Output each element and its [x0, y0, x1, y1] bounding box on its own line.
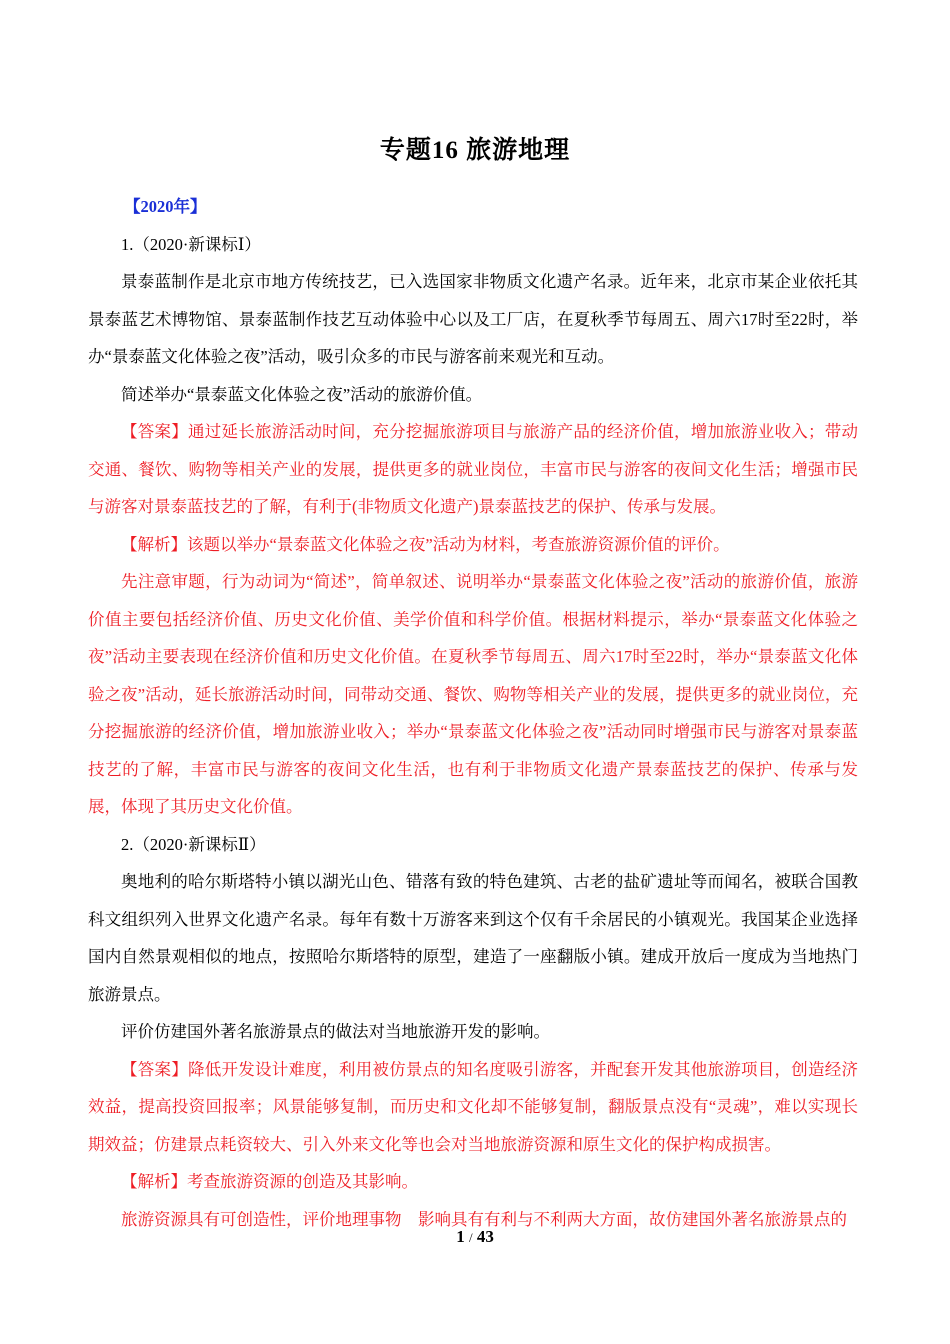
current-page: 1 [456, 1227, 465, 1246]
analysis-intro: 该题以举办“景泰蓝文化体验之夜”活动为材料，考查旅游资源价值的评价。 [187, 534, 730, 554]
question-2-analysis [88, 1163, 858, 1201]
question-2-header: 2.（2020·新课标Ⅱ） [121, 834, 266, 854]
question-2-answer [88, 1051, 858, 1164]
answer-text: 降低开发设计难度，利用被仿景点的知名度吸引游客，并配套开发其他旅游项目，创造经济效益，提高投资回报率；风景能够复制，而历史和文化却不能够复制，翻版景点没有“灵魂”，难以实现长期效益；仿建景点耗资较大、引入外来文化等也会对当地旅游资源和原生文化的保护构成损害。 [88, 1059, 859, 1154]
question-1-prompt: 简述举办“景泰蓝文化体验之夜”活动的旅游价值。 [121, 384, 483, 404]
question-2-analysis-body: 旅游资源具有可创造性，评价地理事物 影响具有有利与不利两大方面，故仿建国外著名旅游景点的 [121, 1209, 847, 1229]
year-heading: 【2020年】 [124, 197, 207, 216]
page-title: 专题16 旅游地理 [379, 137, 571, 164]
page-number [0, 1227, 950, 1247]
question-1-header: 1.（2020·新课标Ⅰ） [121, 234, 261, 254]
answer-label: 【答案】 [121, 1059, 189, 1079]
analysis-label: 【解析】 [121, 534, 187, 554]
analysis-intro: 考查旅游资源的创造及其影响。 [187, 1172, 418, 1191]
question-2-prompt: 评价仿建国外著名旅游景点的做法对当地旅游开发的影响。 [121, 1022, 550, 1041]
answer-label: 【答案】 [121, 422, 189, 441]
question-1-answer [88, 413, 858, 526]
answer-text: 通过延长旅游活动时间，充分挖掘旅游项目与旅游产品的经济价值，增加旅游业收入；带动交通、餐饮、购物等相关产业的发展，提供更多的就业岗位，丰富市民与游客的夜间文化生活；增强市民与游客对景泰蓝技艺的了解，有利于(非物质文化遗产)景泰蓝技艺的保护、传承与发展。 [88, 422, 859, 516]
question-2-material: 奥地利的哈尔斯塔特小镇以湖光山色、错落有致的特色建筑、古老的盐矿遗址等而闻名，被联合国教科文组织列入世界文化遗产名录。每年有数十万游客来到这个仅有千余居民的小镇观光。我国某企业选择国内自然景观相似的地点，按照哈尔斯塔特的原型，建造了一座翻版小镇。建成开放后一度成为当地热门旅游景点。 [88, 872, 858, 1004]
analysis-label: 【解析】 [121, 1172, 187, 1191]
document-body [88, 188, 858, 1238]
question-1-analysis-body: 先注意审题，行为动词为“简述”，简单叙述、说明举办“景泰蓝文化体验之夜”活动的旅游价值，旅游价值主要包括经济价值、历史文化价值、美学价值和科学价值。根据材料提示，举办“景泰蓝文化体验之夜”活动主要表现在经济价值和历史文化价值。在夏秋季节每周五、周六17时至22时，举办“景泰蓝文化体验之夜”活动，延长旅游活动时间，同带动交通、餐饮、购物等相关产业的发展，提供更多的就业岗位，充分挖掘旅游的经济价值，增加旅游业收入；举办“景泰蓝文化体验之夜”活动同时增强市民与游客对景泰蓝技艺的了解，丰富市民与游客的夜间文化生活，也有利于非物质文化遗产景泰蓝技艺的保护、传承与发展，体现了其历史文化价值。 [88, 572, 858, 816]
total-pages: 43 [476, 1227, 494, 1246]
page-separator: / [468, 1230, 473, 1245]
question-1-analysis [88, 526, 858, 564]
question-1-material: 景泰蓝制作是北京市地方传统技艺，已入选国家非物质文化遗产名录。近年来，北京市某企业依托其景泰蓝艺术博物馆、景泰蓝制作技艺互动体验中心以及工厂店，在夏秋季节每周五、周六17时至22时，举办“景泰蓝文化体验之夜”活动，吸引众多的市民与游客前来观光和互动。 [88, 272, 858, 366]
